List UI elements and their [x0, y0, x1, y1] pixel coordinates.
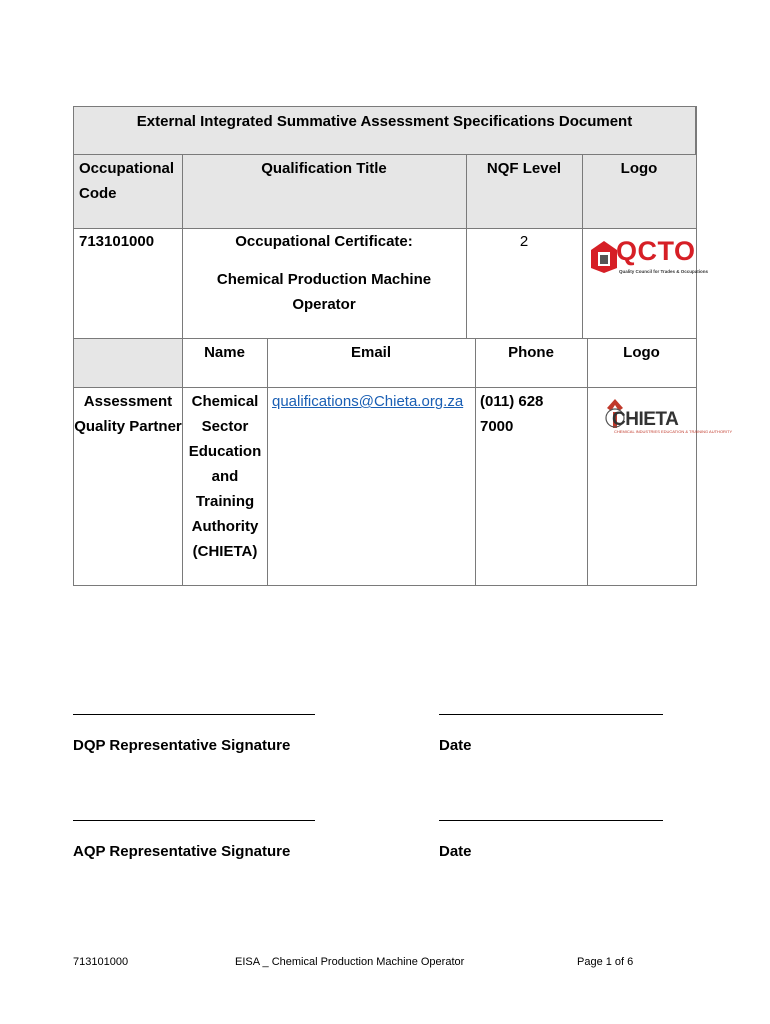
logo-header: Logo [620, 160, 658, 177]
table-rule [267, 338, 268, 586]
qcto-logo-text: QCTO [616, 236, 696, 266]
qualification-title-header: Qualification Title [261, 160, 387, 177]
partner-header-blank-cell [74, 339, 182, 387]
partner-email-header: Email [350, 344, 392, 361]
table-rule [587, 338, 588, 586]
chieta-logo-subtext: CHEMICAL INDUSTRIES EDUCATION & TRAINING AUTHORITY [614, 429, 733, 434]
table-rule [475, 338, 476, 586]
table-rule [582, 154, 583, 338]
qualification-title-line1: Occupational Certificate: [235, 233, 413, 250]
aqp-date-line[interactable] [439, 820, 663, 821]
occupational-code-header: Occupational Code [79, 160, 175, 202]
aqp-date-label: Date [439, 843, 472, 860]
partner-name: Chemical Sector Education and Training Authority (CHIETA) [188, 393, 262, 560]
dqp-date-line[interactable] [439, 714, 663, 715]
partner-email-link[interactable]: qualifications@Chieta.org.za [272, 393, 464, 410]
partner-role: Assessment Quality Partner [74, 393, 182, 435]
dqp-signature-label: DQP Representative Signature [73, 737, 291, 754]
footer-code: 713101000 [73, 956, 129, 968]
partner-logo-header: Logo [623, 344, 660, 361]
aqp-signature-line[interactable] [73, 820, 315, 821]
qualification-title-line2: Chemical Production Machine Operator [216, 271, 432, 313]
footer-document-name: EISA _ Chemical Production Machine Operator [235, 956, 465, 968]
chieta-logo-text: CHIETA [612, 409, 679, 430]
document-title: External Integrated Summative Assessment Specifications Document [136, 113, 633, 130]
qcto-logo-subtext: Quality Council for Trades & Occupations [619, 269, 709, 274]
footer-page-number: Page 1 of 6 [577, 956, 634, 968]
dqp-signature-line[interactable] [73, 714, 315, 715]
table-rule [73, 154, 696, 155]
qcto-logo-icon [590, 240, 618, 274]
table-rule [73, 585, 697, 586]
dqp-date-label: Date [439, 737, 472, 754]
table-rule [73, 387, 696, 388]
partner-phone-header: Phone [508, 344, 554, 361]
partner-phone: (011) 628 7000 [480, 393, 544, 435]
nqf-level-header: NQF Level [486, 160, 562, 177]
partner-name-header: Name [204, 344, 245, 361]
aqp-signature-label: AQP Representative Signature [73, 843, 291, 860]
occupational-code-value: 713101000 [79, 233, 155, 250]
table-rule [696, 106, 697, 586]
nqf-level-value: 2 [519, 233, 529, 250]
